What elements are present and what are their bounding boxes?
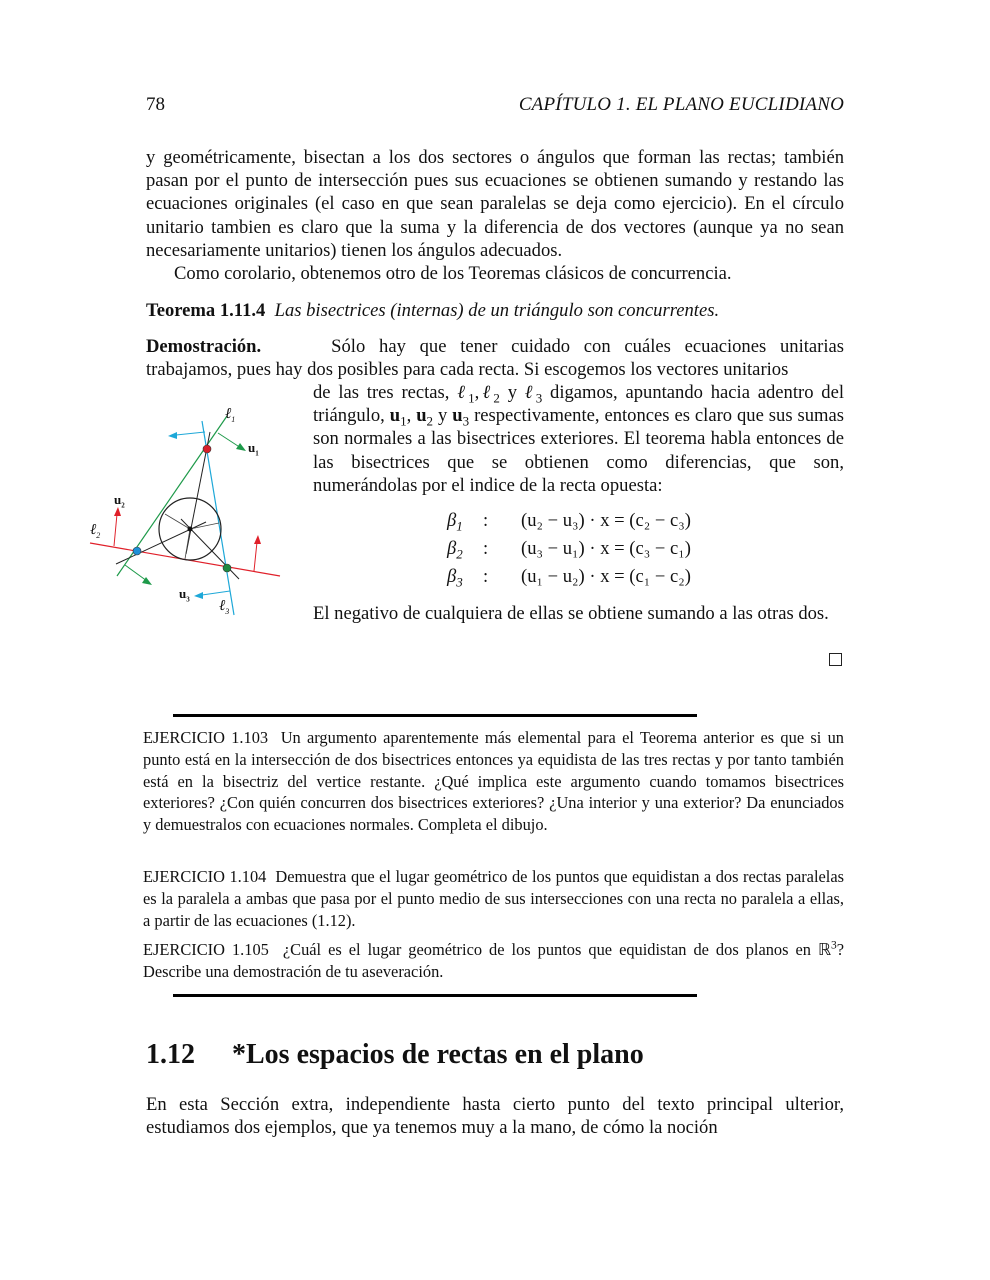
theorem: [146, 299, 844, 322]
subscript: 3: [225, 607, 230, 616]
subscript: 1: [400, 413, 407, 429]
arrowhead-icon: [236, 443, 246, 451]
proof-closing: El negativo de cualquiera de ellas se obtiene sumando a las otras dos.: [313, 603, 829, 624]
u1-arrow-bottom-icon: [125, 565, 147, 581]
superscript: 3: [830, 939, 837, 952]
subscript: 3: [456, 574, 463, 590]
symbol-l1: ℓ: [457, 382, 469, 403]
text-fragment: y: [499, 382, 525, 403]
arrowhead-icon: [254, 535, 261, 544]
subscript: 1: [468, 390, 475, 406]
theorem-label: Teorema 1.11.4: [146, 300, 266, 321]
equation-colon: :: [483, 510, 489, 531]
equation-colon: :: [483, 538, 489, 559]
subscript: 3: [186, 595, 190, 604]
exercise-rule-top: [173, 714, 697, 717]
subscript: 2: [121, 501, 125, 510]
symbol-l3: ℓ: [524, 382, 536, 403]
label-u3: [179, 586, 190, 602]
page-number: 78: [146, 94, 165, 115]
label-u1: [248, 440, 259, 456]
label-l1: [225, 406, 235, 423]
subscript: 3: [535, 390, 543, 406]
theorem-statement: Las bisectrices (internas) de un triángulo son concurrentes.: [274, 300, 720, 321]
equation-rhs: (u₂ − u₃) · x = (c₂ − c₃): [521, 510, 691, 531]
subscript: 1: [456, 518, 463, 534]
running-head: CAPÍTULO 1. EL PLANO EUCLIDIANO: [518, 94, 844, 115]
u3-arrow-bottom-icon: [202, 591, 230, 595]
label-text: ℓ: [90, 522, 97, 538]
section-intro: En esta Sección extra, independiente hasta cierto punto del texto principal ulterior, estudiamos dos ejemplos, que ya tenemos muy a la mano, de cómo la noción: [146, 1094, 844, 1139]
proof-opening: [146, 335, 844, 381]
subscript: 2: [426, 413, 434, 429]
exercise-text-end: ? Describe una demostración de tu aseveración.: [143, 940, 844, 981]
symbol-u3: u: [452, 405, 463, 427]
exercise-label: EJERCICIO 1.103: [143, 728, 269, 747]
u1-arrow-top-icon: [218, 433, 241, 448]
label-text: u: [179, 586, 187, 601]
subscript: 1: [255, 449, 259, 458]
subscript: 2: [493, 390, 500, 406]
text-fragment: ,: [406, 405, 417, 427]
subscript: 2: [456, 546, 463, 562]
arrowhead-icon: [168, 432, 177, 439]
vertex-right: [223, 564, 231, 572]
radius: [165, 514, 190, 529]
label-text: u: [248, 440, 256, 455]
vertex-top: [203, 445, 211, 453]
arrowhead-icon: [114, 507, 121, 516]
subscript: 2: [96, 531, 101, 540]
beta-symbol: β: [447, 566, 457, 587]
u2-arrow-right-icon: [254, 542, 257, 571]
figure-svg: [86, 404, 296, 629]
exercise-1-103: [143, 727, 844, 836]
subscript: 1: [231, 415, 236, 424]
proof-wrapped-text: [313, 381, 844, 497]
section-title: *Los espacios de rectas en el plano: [232, 1039, 644, 1070]
label-l2: [90, 522, 100, 539]
exercise-label: EJERCICIO 1.104: [143, 867, 267, 886]
equation-row: [447, 566, 691, 594]
equation-rhs: (u₃ − u₁) · x = (c₃ − c₁): [521, 538, 691, 559]
exercise-1-105: [143, 939, 844, 983]
label-text: ℓ: [219, 598, 226, 614]
text-fragment: ,: [474, 382, 480, 403]
symbol-u1: u: [389, 405, 401, 427]
text-fragment: de las tres rectas,: [313, 382, 458, 403]
radius: [190, 523, 219, 529]
symbol-l2: ℓ: [479, 382, 494, 403]
exercise-label: EJERCICIO 1.105: [143, 940, 269, 959]
label-text: ℓ: [225, 406, 232, 422]
proof-label: Demostración.: [146, 336, 262, 357]
intro-text: y geométricamente, bisectan a los dos sectores o ángulos que forman las rectas; también pasan por el punto de intersección pues sus ecuaciones se obtienen sumando y restando las ecuaciones originales (el caso en que sean paralelas se deja como ejercicio). En el círculo unitario tambien es claro que la suma y la diferencia de dos vectores (aunque ya no sean necesariamente unitarios) tienen los ángulos adecuados.: [146, 147, 844, 261]
section-number: 1.12: [146, 1039, 195, 1070]
exercise-text: Demuestra que el lugar geométrico de los puntos que equidistan a dos rectas paralelas es la paralela a ambas que pasa por el punto medio de sus intersecciones con una recta no paralela a ellas, a partir de las ecuaciones (1.12).: [143, 867, 844, 930]
u2-arrow-left-icon: [114, 514, 117, 546]
bisector-equations: [447, 510, 691, 594]
equation-row: [447, 538, 691, 566]
corollary-line: Como corolario, obtenemos otro de los Teoremas clásicos de concurrencia.: [174, 263, 732, 285]
label-text: u: [114, 492, 122, 507]
qed-box-icon: [829, 653, 842, 666]
equation-rhs: (u₁ − u₂) · x = (c₁ − c₂): [521, 566, 691, 587]
text-fragment: y: [433, 405, 453, 427]
equation-lhs: [447, 510, 483, 532]
incenter-dot: [188, 527, 193, 532]
u3-arrow-top-icon: [176, 432, 205, 435]
subscript: 3: [462, 413, 470, 429]
exercise-text: Un argumento aparentemente más elemental para el Teorema anterior es que si un punto está en la intersección de dos bisectrices entonces ya equidista de las tres rectas y por tanto también está en la bisectriz del vertice restante. ¿Qué implica este argumento cuando tomamos bisectrices exteriores? ¿Con quién concurren dos bisectrices exteriores? ¿Una interior y una exterior? Da enunciados y demuestralos con ecuaciones normales. Completa el dibujo.: [143, 728, 844, 835]
equation-lhs: [447, 566, 483, 588]
equation-lhs: [447, 538, 483, 560]
text-fragment: digamos, apuntando hacia adentro del triángulo,: [313, 382, 845, 427]
arrowhead-icon: [194, 592, 203, 599]
beta-symbol: β: [447, 510, 457, 531]
intro-paragraph: [146, 146, 844, 285]
exercise-rule-bottom: [173, 994, 697, 997]
exercise-1-104: [143, 866, 844, 931]
symbol-u2: u: [416, 405, 427, 427]
vertex-left: [133, 547, 141, 555]
label-l3: [219, 598, 229, 615]
text-fragment: respectivamente, entonces es claro que sus sumas son normales a las bisectrices exteriores. El teorema habla entonces de las bisectrices que se obtienen como diferencias, que son, numerándolas por el indice de la recta opuesta:: [313, 405, 845, 496]
equation-row: [447, 510, 691, 538]
equation-colon: :: [483, 566, 489, 587]
beta-symbol: β: [447, 538, 457, 559]
label-u2: [114, 492, 125, 508]
exercise-text: ¿Cuál es el lugar geométrico de los puntos que equidistan de dos planos en ℝ: [282, 940, 831, 959]
radius: [185, 529, 190, 559]
section-heading: [146, 1039, 644, 1071]
triangle-bisectors-figure: [86, 404, 296, 629]
proof-opening-text: Sólo hay que tener cuidado con cuáles ecuaciones unitarias trabajamos, pues hay dos posibles para cada recta. Si escogemos los vectores unitarios: [146, 336, 844, 381]
